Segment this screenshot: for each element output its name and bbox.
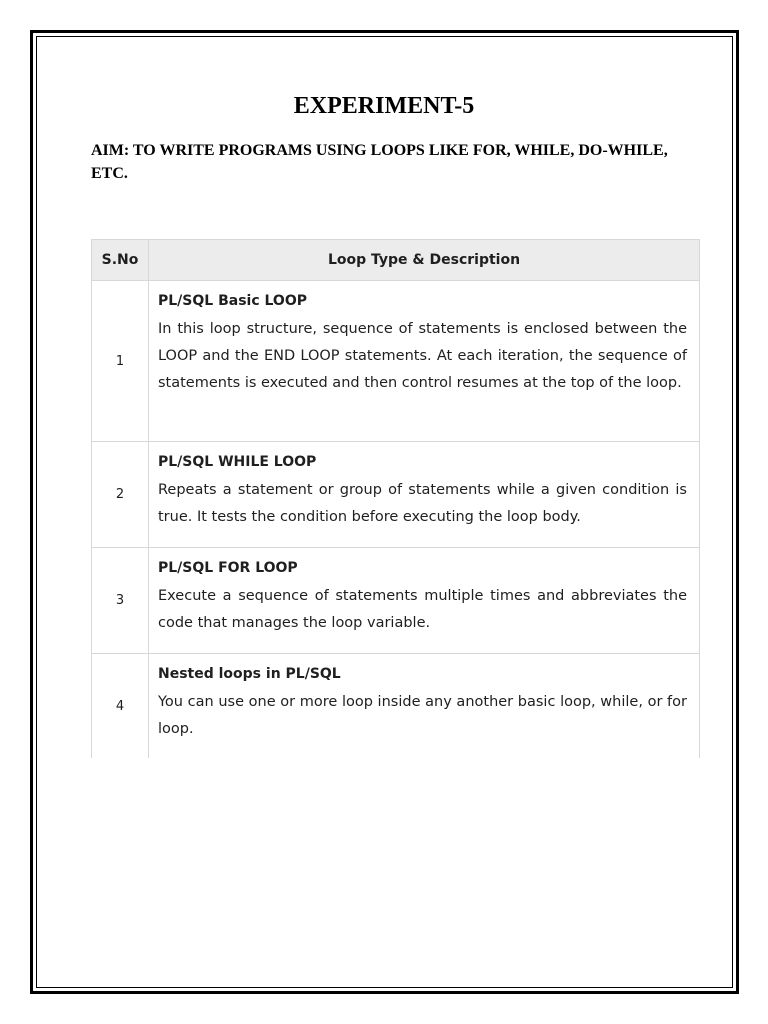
loop-type-text: Repeats a statement or group of statements while a given condition is true. It tests the condition before executing the loop body.	[158, 482, 687, 525]
loop-type-title: PL/SQL Basic LOOP	[158, 293, 307, 309]
page-title: EXPERIMENT-5	[293, 93, 475, 119]
aim-statement: AIM: TO WRITE PROGRAMS USING LOOPS LIKE FOR, WHILE, DO-WHILE, ETC.	[91, 142, 668, 182]
table-row	[91, 442, 700, 548]
row-number: 4	[92, 654, 149, 758]
table-row	[91, 548, 700, 654]
row-description	[149, 654, 699, 758]
table-row	[91, 281, 700, 442]
row-number: 3	[92, 548, 149, 653]
row-description	[149, 442, 699, 547]
loop-type-text: Execute a sequence of statements multiple times and abbreviates the code that manages the loop variable.	[158, 588, 687, 631]
row-number: 2	[92, 442, 149, 547]
row-number: 1	[92, 281, 149, 441]
row-description	[149, 548, 699, 653]
loop-type-title: PL/SQL FOR LOOP	[158, 560, 298, 576]
table-row	[91, 654, 700, 758]
loop-type-text: In this loop structure, sequence of statements is enclosed between the LOOP and the END LOOP statements. At each iteration, the sequence of statements is executed and then control resumes at the top of the loop.	[158, 321, 687, 391]
table-header	[91, 239, 700, 281]
loop-type-title: PL/SQL WHILE LOOP	[158, 454, 317, 470]
loop-type-title: Nested loops in PL/SQL	[158, 666, 341, 682]
loop-type-text: You can use one or more loop inside any another basic loop, while, or for loop.	[158, 694, 687, 737]
header-description: Loop Type & Description	[327, 252, 521, 268]
header-sno: S.No	[92, 240, 149, 280]
row-description	[149, 281, 699, 441]
loop-types-table	[91, 239, 700, 758]
